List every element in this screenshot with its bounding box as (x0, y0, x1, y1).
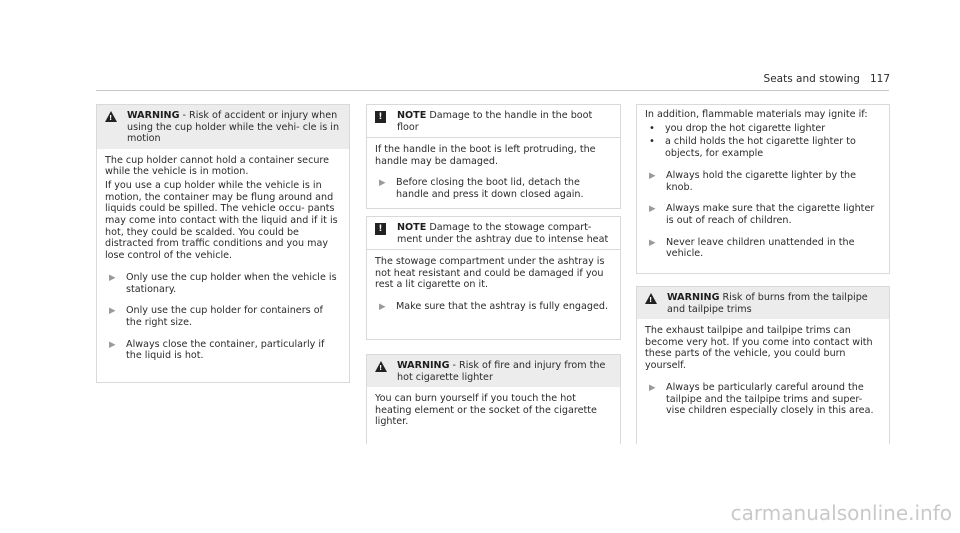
warning-header (637, 287, 889, 319)
warning-title: Risk of burns from the tailpipe and tailpipe trims (667, 292, 868, 315)
step-item: ▶ Always close the container, particularly if the liquid is hot. (105, 339, 341, 362)
page-header (764, 73, 890, 85)
note-title: Damage to the stowage compart- ment under the ashtray due to intense heat (397, 222, 609, 245)
watermark: carmanualsonline.info (730, 501, 952, 525)
tailpipe-warning-box (636, 286, 890, 444)
note-paragraph: The stowage compartment under the ashtray is not heat resistant and could be damaged if you rest a lit cigarette on it. (375, 256, 605, 291)
step-item: ▶ Never leave children unattended in the vehicle. (645, 237, 881, 260)
arrow-right-icon: ▶ (379, 178, 386, 189)
warning-keyword: WARNING (127, 110, 180, 121)
warning-triangle-icon: ! (105, 111, 117, 122)
step-item: ▶ Always hold the cigarette lighter by the knob. (645, 170, 881, 193)
header-rule (96, 90, 889, 91)
intro-text: In addition, flammable materials may ignite if: (645, 109, 868, 120)
arrow-right-icon: ▶ (649, 170, 656, 181)
warning-triangle-icon: ! (375, 361, 387, 372)
bullet-dot-icon: • (649, 136, 655, 148)
warning-keyword: WARNING (397, 360, 450, 371)
note-header (367, 217, 620, 249)
warning-title: - Risk of accident or injury when using the cup holder while the vehi- cle is in motion (127, 110, 340, 144)
arrow-right-icon: ▶ (109, 306, 116, 317)
cupholder-warning-box (96, 104, 350, 383)
arrow-right-icon: ▶ (649, 237, 656, 248)
step-item: ▶ Make sure that the ashtray is fully engaged. (375, 301, 612, 313)
note-keyword: NOTE (397, 222, 427, 233)
note-keyword: NOTE (397, 110, 427, 121)
warning-header (97, 105, 349, 149)
bullet-item: • you drop the hot cigarette lighter (645, 123, 881, 135)
warning-keyword: WARNING (667, 292, 720, 303)
section-title: Seats and stowing (763, 73, 860, 85)
warning-triangle-icon: ! (645, 293, 657, 304)
note-paragraph: If the handle in the boot is left protruding, the handle may be damaged. (375, 144, 596, 167)
step-item: ▶ Always be particularly careful around the tailpipe and the tailpipe trims and super- vise children especially closely in this area. (645, 382, 881, 417)
note-header (367, 105, 620, 137)
lighter-continued-box (636, 104, 890, 274)
lighter-warning-box (366, 354, 621, 444)
arrow-right-icon: ▶ (109, 272, 116, 283)
step-item: ▶ Only use the cup holder for containers of the right size. (105, 305, 341, 328)
note-title: Damage to the handle in the boot floor (397, 110, 593, 133)
arrow-right-icon: ▶ (109, 339, 116, 350)
arrow-right-icon: ▶ (379, 302, 386, 313)
step-item: ▶ Always make sure that the cigarette lighter is out of reach of children. (645, 203, 881, 226)
warning-paragraph: The cup holder cannot hold a container secure while the vehicle is in motion. (105, 154, 330, 178)
warning-paragraph: You can burn yourself if you touch the hot heating element or the socket of the cigarette lighter. (375, 393, 597, 428)
arrow-right-icon: ▶ (649, 382, 656, 393)
warning-title: - Risk of fire and injury from the hot cigarette lighter (397, 360, 606, 383)
bullet-item: • a child holds the hot cigarette lighter to objects, for example (645, 136, 881, 159)
boot-handle-note-box (366, 104, 621, 209)
warning-paragraph: The exhaust tailpipe and tailpipe trims can become very hot. If you come into contact with these parts of the vehicle, you could burn yourself. (645, 325, 873, 372)
step-item: ▶ Before closing the boot lid, detach the handle and press it down closed again. (375, 177, 612, 200)
note-exclamation-icon: ! (375, 111, 386, 123)
bullet-dot-icon: • (649, 122, 655, 134)
warning-header (367, 355, 620, 387)
note-exclamation-icon: ! (375, 223, 386, 235)
ashtray-note-box (366, 216, 621, 340)
step-item: ▶ Only use the cup holder when the vehicle is stationary. (105, 272, 341, 295)
warning-paragraph: If you use a cup holder while the vehicle is in motion, the container may be flung around and liquids could be spilled. The vehicle occu- pants may come into contact with the liquid and if it is hot, they could be scalded. You could be distracted from traffic conditions and you may lose control of the vehicle. (105, 179, 338, 262)
page-number: 117 (869, 73, 890, 85)
arrow-right-icon: ▶ (649, 204, 656, 215)
